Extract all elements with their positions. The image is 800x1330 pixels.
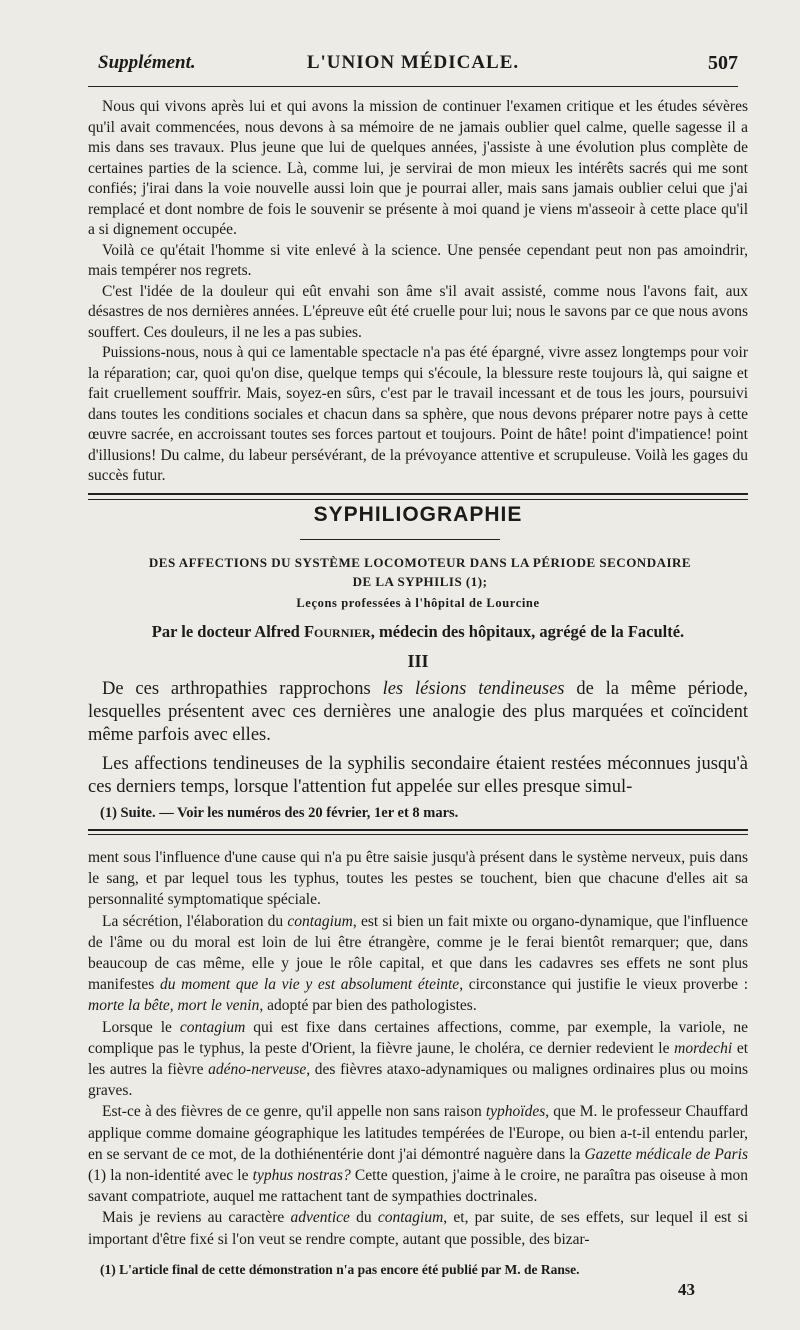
eulogy-paragraph: C'est l'idée de la douleur qui eût envahi son âme s'il avait assisté, comme nous l'avons fait, aux désastres de nos dernières années. L'épreuve eût été cruelle pour lui; nous le savons par ce que nous avons souffert. Ces douleurs, il ne les a pas subies. [88,282,748,341]
section-title: SYPHILIOGRAPHIE [313,503,523,526]
article-author: Par le docteur Alfred Fournier, médecin des hôpitaux, agrégé de la Faculté. [151,622,685,641]
article-title-note-mark: (1); [465,574,488,589]
feuilleton-paragraph: Est-ce à des fièvres de ce genre, qu'il appelle non sans raison typhoïdes, que M. le professeur Chauffard applique comme domaine géographique les latitudes tempérées de l'Europe, ou bien a-t-il entendu parler, en se servant de ce mot, de la dothiénentérie dont j'ai démontré naguère dans la Gazette médicale de Paris (1) la non-identité avec le typhus nostras? Cette question, j'aime à le croire, ne paraîtra pas oiseuse à mon savant compatriote, auquel me rattachent tant de sympathies doctrinales. [88,1103,749,1206]
header-rule [88,86,738,87]
article-subtitle: Leçons professées à l'hôpital de Lourcine [296,596,540,610]
feuilleton-footnote: (1) L'article final de cette démonstration n'a pas encore été publié par M. de Ranse. [100,1262,580,1277]
article-paragraph: Les affections tendineuses de la syphilis secondaire étaient restées méconnues jusqu'à ces derniers temps, lorsque l'attention fut appelée sur elles presque simul- [88,754,748,797]
feuilleton-paragraph: ment sous l'influence d'une cause qui n'a pu être saisie jusqu'à présent dans le système nerveux, puis dans le sang, et par lequel tous les typhus, toutes les pestes se touchent, bien que chacune d'elles ait sa personnalité symptomatique spéciale. [88,849,748,909]
eulogy-paragraph: Nous qui vivons après lui et qui avons la mission de continuer l'examen critique et les études sévères qu'il avait commencées, nous devons à sa mémoire de ne jamais oublier quel calme, quelle sagesse il a mis dans ses travaux. Plus jeune que lui de quelques années, j'assiste à une évolution plus complète de certaines parties de la science. Là, comme lui, je servirai de mon mieux les intérêts sacrés qui me sont confiés; j'irai dans la voie nouvelle aussi loin que je pourrai aller, mais sans jamais oublier celui que j'ai remplacé et dont nombre de fois le souvenir se présente à moi quand je viens m'asseoir à cette place qu'il a si dignement occupée. [88,98,748,238]
feuilleton-paragraph: La sécrétion, l'élaboration du contagium, est si bien un fait mixte ou organo-dynamique, que l'influence de l'âme ou du moral est loin de lui être étrangère, comme je le ferai bientôt remarquer; que, dans beaucoup de cas même, elle y joue le rôle capital, et que dans les cadavres ses effets ne sont plus manifestes du moment que la vie y est absolument éteinte, circonstance qui justifie le vieux proverbe : morte la bête, mort le venin, adopté par bien des pathologistes. [88,912,749,1015]
header-page-number: 507 [708,52,738,74]
section-rule-top [88,493,748,500]
author-name: Fournier [303,622,371,641]
article-title-line2: DE LA SYPHILIS (1); [352,574,488,589]
running-header [88,52,738,82]
article-footnote: (1) Suite. — Voir les numéros des 20 février, 1er et 8 mars. [100,805,459,821]
feuilleton-text [88,847,748,1250]
header-supplement: Supplément. [98,52,196,73]
eulogy-text [88,97,748,487]
feuilleton-paragraph: Lorsque le contagium qui est fixe dans certaines affections, comme, par exemple, la variole, ne complique pas le typhus, la peste d'Orient, la fièvre jaune, le choléra, ce dernier redevient le mordechi et les autres la fièvre adéno-nerveuse, des fièvres ataxo-adynamiques ou malignes ordinaires plus ou moins graves. [88,1018,749,1100]
feuilleton-rule [88,829,748,835]
article-title [100,553,740,591]
section-number: III [407,651,429,671]
page-signature: 43 [678,1280,695,1299]
article-title-line1: DES AFFECTIONS DU SYSTÈME LOCOMOTEUR DANS LA PÉRIODE SECONDAIRE [148,555,692,570]
eulogy-paragraph: Puissions-nous, nous à qui ce lamentable spectacle n'a pas été épargné, vivre assez longtemps pour voir la réparation; car, quoi qu'on dise, quelque temps qui s'écoule, la blessure reste toujours là, qui saigne et fait cruellement souffrir. Mais, soyez-en sûrs, c'est par le travail incessant et de tous les jours, poursuivi dans toutes les conditions sociales et chacun dans sa sphère, que nous devons préparer notre pays à cette œuvre sacrée, en accroissant toutes ses forces partout et toujours. Point de hâte! point d'impatience! point d'illusions! Du calme, du labeur persévérant, de la prévoyance attentive et scrupuleuse. Voilà les gages du succès futur. [88,344,748,484]
article-paragraph: De ces arthropathies rapprochons les lésions tendineuses de la même période, lesquelles présentent avec ces dernières une analogie des plus marquées et coïncident même parfois avec elles. [88,679,748,745]
section-title-rule [300,539,500,540]
article-text [88,678,748,799]
eulogy-paragraph: Voilà ce qu'était l'homme si vite enlevé à la science. Une pensée cependant peut non pas amoindrir, mais tempérer nos regrets. [88,241,748,279]
feuilleton-paragraph: Mais je reviens au caractère adventice du contagium, et, par suite, de ses effets, sur lequel il est si important d'être fixé si l'on veut se rendre compte, autant que possible, des bizar- [88,1209,749,1248]
header-journal-title: L'UNION MÉDICALE. [306,52,520,73]
